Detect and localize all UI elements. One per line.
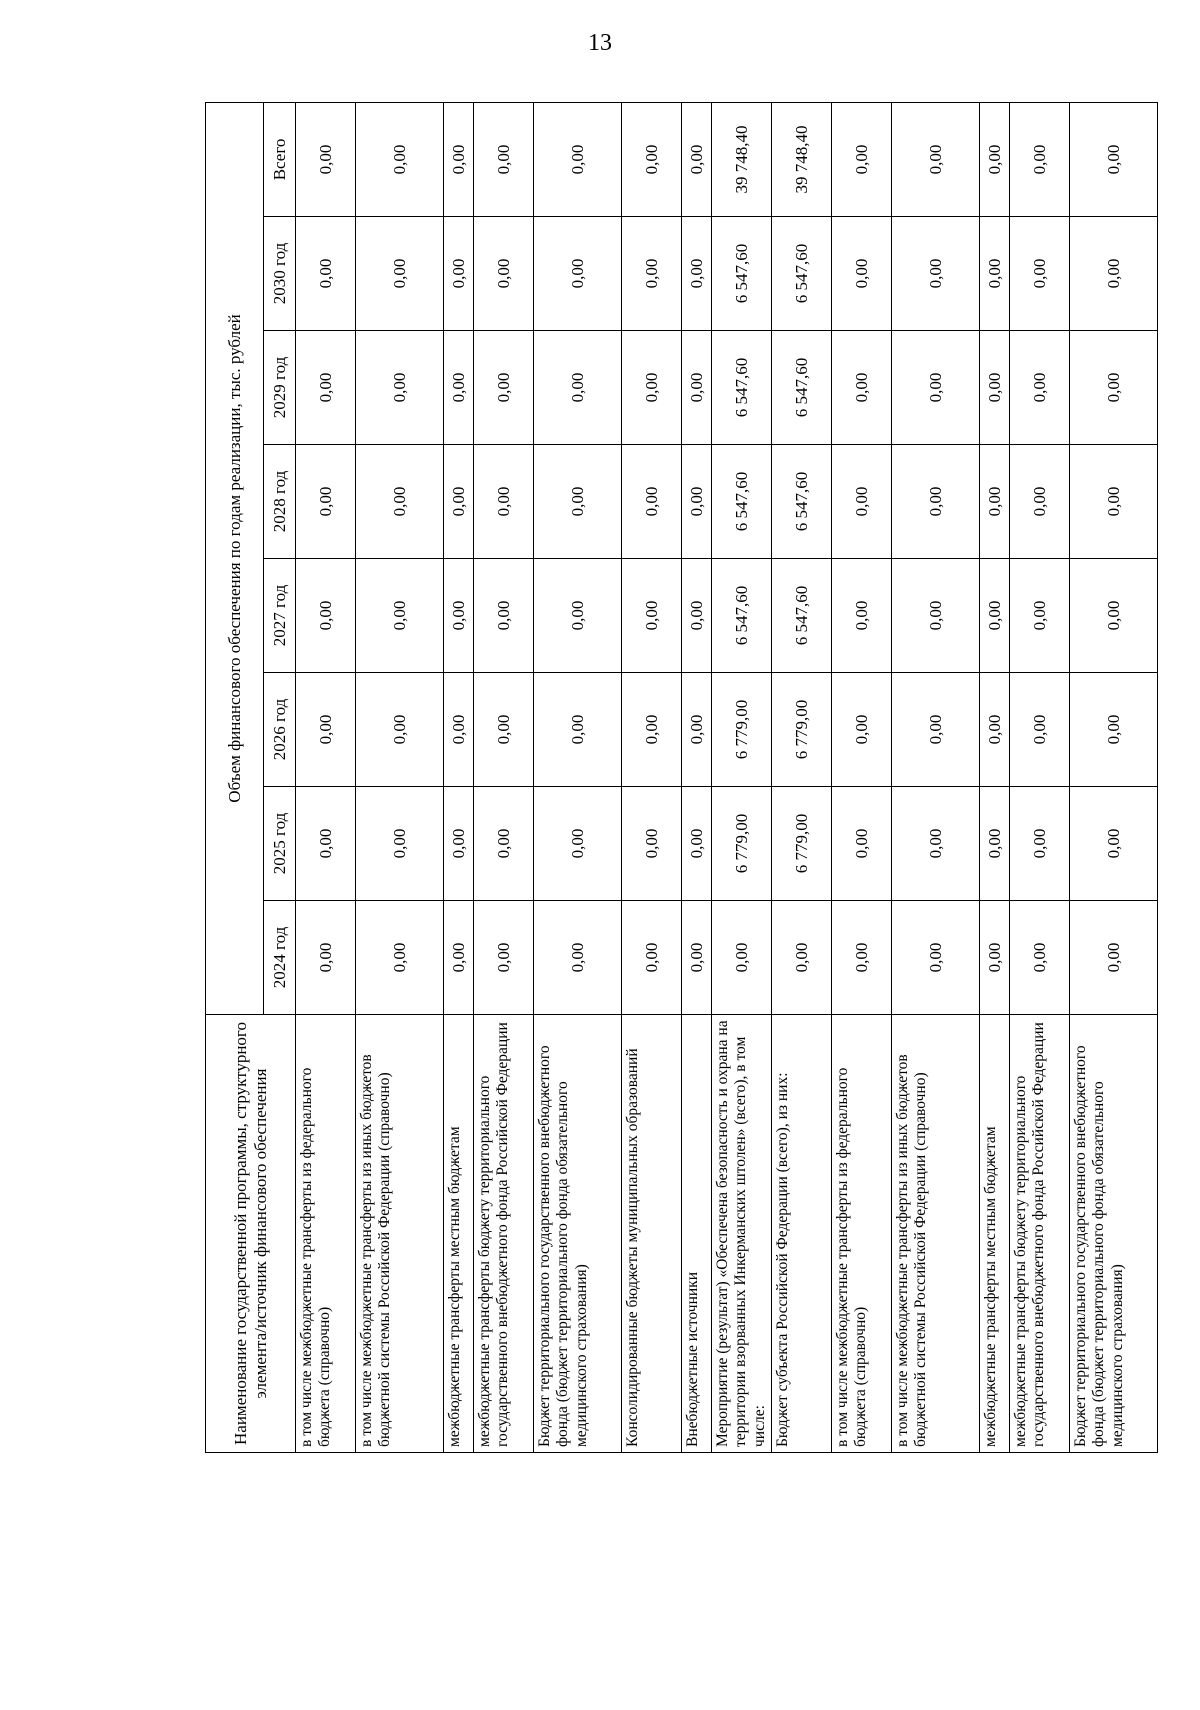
- value-cell: 0,00: [1070, 559, 1158, 673]
- value-cell: 0,00: [832, 102, 892, 216]
- value-cell: 0,00: [832, 445, 892, 559]
- value-cell: 0,00: [772, 901, 832, 1015]
- row-name-cell: в том числе межбюджетные трансферты из федерального бюджета (справочно): [832, 1015, 892, 1453]
- value-cell: 0,00: [832, 901, 892, 1015]
- value-cell: 0,00: [682, 217, 712, 331]
- value-cell: 0,00: [444, 217, 474, 331]
- value-cell: 6 547,60: [772, 331, 832, 445]
- value-cell: 0,00: [296, 901, 356, 1015]
- value-cell: 0,00: [1010, 901, 1070, 1015]
- value-cell: 0,00: [1070, 102, 1158, 216]
- value-cell: 6 779,00: [772, 787, 832, 901]
- value-cell: 0,00: [892, 217, 980, 331]
- value-cell: 0,00: [356, 445, 444, 559]
- value-cell: 0,00: [1070, 787, 1158, 901]
- name-column-header: Наименование государственной программы, структурного элемента/источник финансового обеспечения: [206, 1015, 296, 1453]
- value-cell: 0,00: [534, 217, 622, 331]
- value-cell: 0,00: [622, 673, 682, 787]
- value-cell: 0,00: [832, 331, 892, 445]
- page-number: 13: [588, 30, 612, 56]
- value-cell: 0,00: [1010, 673, 1070, 787]
- table-row: [474, 102, 534, 1452]
- value-cell: 0,00: [474, 102, 534, 216]
- value-cell: 0,00: [534, 559, 622, 673]
- value-cell: 0,00: [296, 673, 356, 787]
- value-cell: 0,00: [444, 102, 474, 216]
- table-row: [1010, 102, 1070, 1452]
- row-name-cell: Внебюджетные источники: [682, 1015, 712, 1453]
- value-cell: 0,00: [980, 445, 1010, 559]
- value-cell: 0,00: [622, 787, 682, 901]
- value-cell: 0,00: [296, 217, 356, 331]
- value-cell: 0,00: [296, 559, 356, 673]
- value-cell: 0,00: [682, 102, 712, 216]
- value-cell: 6 547,60: [712, 559, 772, 673]
- value-cell: 0,00: [356, 102, 444, 216]
- table-row: [534, 102, 622, 1452]
- value-cell: 0,00: [682, 331, 712, 445]
- row-name-cell: межбюджетные трансферты местным бюджетам: [444, 1015, 474, 1453]
- value-cell: 0,00: [1010, 787, 1070, 901]
- value-cell: 0,00: [1010, 331, 1070, 445]
- value-cell: 0,00: [892, 673, 980, 787]
- value-cell: 0,00: [682, 673, 712, 787]
- value-cell: 6 779,00: [712, 673, 772, 787]
- value-cell: 0,00: [980, 331, 1010, 445]
- value-cell: 0,00: [534, 331, 622, 445]
- row-name-cell: межбюджетные трансферты бюджету территориального государственного внебюджетного фонда Российской Федерации: [1010, 1015, 1070, 1453]
- value-cell: 0,00: [980, 559, 1010, 673]
- row-name-cell: Бюджет территориального государственного внебюджетного фонда (бюджет территориального фонда обязательного медицинского страхования): [1070, 1015, 1158, 1453]
- value-cell: 0,00: [534, 787, 622, 901]
- value-cell: 6 547,60: [772, 559, 832, 673]
- year-header: 2027 год: [264, 559, 296, 673]
- value-cell: 0,00: [444, 331, 474, 445]
- value-cell: 0,00: [444, 673, 474, 787]
- value-cell: 0,00: [474, 673, 534, 787]
- row-name-cell: Бюджет субъекта Российской Федерации (всего), из них:: [772, 1015, 832, 1453]
- value-cell: 0,00: [682, 445, 712, 559]
- table-row: [712, 102, 772, 1452]
- value-cell: 0,00: [712, 901, 772, 1015]
- value-cell: 6 547,60: [712, 217, 772, 331]
- value-cell: 0,00: [356, 787, 444, 901]
- value-cell: 0,00: [622, 217, 682, 331]
- row-name-cell: Бюджет территориального государственного внебюджетного фонда (бюджет территориального фонда обязательного медицинского страхования): [534, 1015, 622, 1453]
- year-header: 2028 год: [264, 445, 296, 559]
- value-cell: 0,00: [682, 787, 712, 901]
- value-cell: 0,00: [1010, 217, 1070, 331]
- row-name-cell: в том числе межбюджетные трансферты из иных бюджетов бюджетной системы Российской Федерации (справочно): [892, 1015, 980, 1453]
- value-cell: 6 547,60: [772, 217, 832, 331]
- value-cell: 0,00: [356, 559, 444, 673]
- value-cell: 0,00: [980, 102, 1010, 216]
- value-cell: 6 547,60: [772, 445, 832, 559]
- volume-group-header: Объем финансового обеспечения по годам реализации, тыс. рублей: [206, 102, 264, 1014]
- table-row: [892, 102, 980, 1452]
- value-cell: 0,00: [682, 559, 712, 673]
- value-cell: 0,00: [474, 217, 534, 331]
- value-cell: 0,00: [296, 445, 356, 559]
- value-cell: 0,00: [474, 787, 534, 901]
- value-cell: 39 748,40: [712, 102, 772, 216]
- table-row: [356, 102, 444, 1452]
- table-row: [1070, 102, 1158, 1452]
- value-cell: 0,00: [1070, 331, 1158, 445]
- value-cell: 0,00: [892, 331, 980, 445]
- value-cell: 6 547,60: [712, 445, 772, 559]
- value-cell: 0,00: [682, 901, 712, 1015]
- value-cell: 0,00: [892, 787, 980, 901]
- value-cell: 0,00: [474, 331, 534, 445]
- value-cell: 0,00: [892, 102, 980, 216]
- value-cell: 0,00: [980, 673, 1010, 787]
- value-cell: 0,00: [444, 445, 474, 559]
- value-cell: 0,00: [1010, 445, 1070, 559]
- value-cell: 0,00: [1070, 901, 1158, 1015]
- table-row: [682, 102, 712, 1452]
- value-cell: 0,00: [1070, 673, 1158, 787]
- value-cell: 0,00: [356, 901, 444, 1015]
- value-cell: 0,00: [474, 445, 534, 559]
- value-cell: 0,00: [892, 901, 980, 1015]
- row-name-cell: в том числе межбюджетные трансферты из федерального бюджета (справочно): [296, 1015, 356, 1453]
- value-cell: 0,00: [474, 559, 534, 673]
- value-cell: 0,00: [622, 102, 682, 216]
- value-cell: 0,00: [980, 787, 1010, 901]
- row-name-cell: в том числе межбюджетные трансферты из иных бюджетов бюджетной системы Российской Федерации (справочно): [356, 1015, 444, 1453]
- value-cell: 0,00: [832, 559, 892, 673]
- row-name-cell: межбюджетные трансферты бюджету территориального государственного внебюджетного фонда Российской Федерации: [474, 1015, 534, 1453]
- value-cell: 0,00: [980, 217, 1010, 331]
- value-cell: 0,00: [622, 445, 682, 559]
- row-name-cell: межбюджетные трансферты местным бюджетам: [980, 1015, 1010, 1453]
- value-cell: 0,00: [892, 559, 980, 673]
- row-name-cell: Мероприятие (результат) «Обеспечена безопасность и охрана на территории взорванных Инкерманских штолен» (всего), в том числе:: [712, 1015, 772, 1453]
- financing-table: [205, 102, 1158, 1453]
- year-header: Всего: [264, 102, 296, 216]
- value-cell: 0,00: [356, 217, 444, 331]
- value-cell: 39 748,40: [772, 102, 832, 216]
- value-cell: 0,00: [534, 901, 622, 1015]
- value-cell: 0,00: [622, 901, 682, 1015]
- value-cell: 0,00: [622, 559, 682, 673]
- table-row: [832, 102, 892, 1452]
- year-header: 2029 год: [264, 331, 296, 445]
- year-header: 2026 год: [264, 673, 296, 787]
- year-header: 2030 год: [264, 217, 296, 331]
- table-row: [296, 102, 356, 1452]
- value-cell: 0,00: [534, 445, 622, 559]
- value-cell: 0,00: [296, 102, 356, 216]
- value-cell: 0,00: [832, 787, 892, 901]
- value-cell: 0,00: [1070, 445, 1158, 559]
- value-cell: 0,00: [892, 445, 980, 559]
- value-cell: 0,00: [444, 787, 474, 901]
- value-cell: 6 779,00: [772, 673, 832, 787]
- table-row: [444, 102, 474, 1452]
- value-cell: 6 779,00: [712, 787, 772, 901]
- table-row: [772, 102, 832, 1452]
- value-cell: 0,00: [1070, 217, 1158, 331]
- value-cell: 0,00: [534, 673, 622, 787]
- year-header: 2024 год: [264, 901, 296, 1015]
- year-header: 2025 год: [264, 787, 296, 901]
- value-cell: 0,00: [474, 901, 534, 1015]
- value-cell: 0,00: [296, 787, 356, 901]
- value-cell: 0,00: [296, 331, 356, 445]
- value-cell: 0,00: [832, 217, 892, 331]
- value-cell: 0,00: [980, 901, 1010, 1015]
- row-name-cell: Консолидированные бюджеты муниципальных образований: [622, 1015, 682, 1453]
- value-cell: 0,00: [534, 102, 622, 216]
- table-row: [622, 102, 682, 1452]
- table-row: [980, 102, 1010, 1452]
- value-cell: 0,00: [832, 673, 892, 787]
- value-cell: 0,00: [356, 331, 444, 445]
- financing-table-container: [205, 103, 1126, 1453]
- value-cell: 6 547,60: [712, 331, 772, 445]
- value-cell: 0,00: [622, 331, 682, 445]
- value-cell: 0,00: [444, 559, 474, 673]
- value-cell: 0,00: [444, 901, 474, 1015]
- value-cell: 0,00: [1010, 559, 1070, 673]
- value-cell: 0,00: [1010, 102, 1070, 216]
- value-cell: 0,00: [356, 673, 444, 787]
